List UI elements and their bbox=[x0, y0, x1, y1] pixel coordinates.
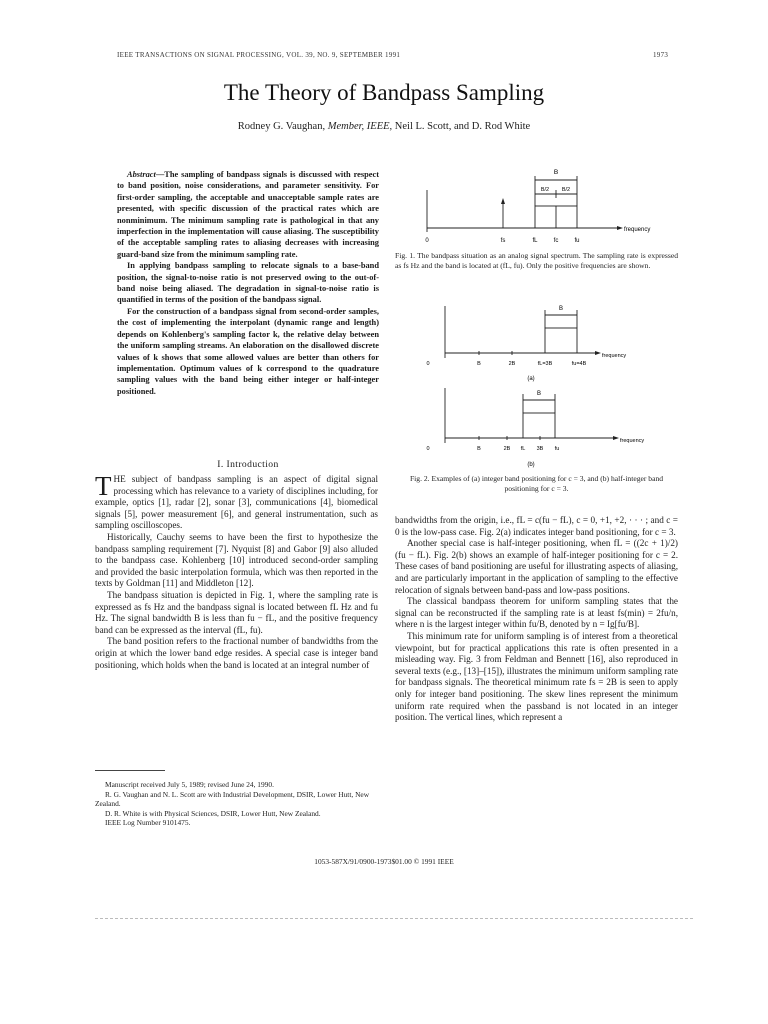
abstract bbox=[117, 169, 379, 397]
fig2b-sublabel: (b) bbox=[527, 462, 535, 468]
author-line bbox=[0, 121, 768, 132]
paper-title: The Theory of Bandpass Sampling bbox=[223, 80, 545, 105]
fig2a-tick-2b: 2B bbox=[508, 361, 516, 367]
right-paragraph-4: This minimum rate for uniform sampling is of interest from a theoretical viewpoint, but for practical applications this rate is often presented in a misleading way. Fig. 3 from Feldman and Bennett [16], also reproduced in several texts (e.g., [13]–[15]), illustrates the minimum uniform sampling rate for bandpass signals. The theoretical minimum rate fs = 2B is seen to apply only for integer band positioning. The skew lines represent the minimum uniform rate required when the passband is not located in an integer position. The vertical lines, which represent a bbox=[395, 630, 678, 723]
intro-paragraph-1: HE subject of bandpass sampling is an aspect of digital signal processing which has relevance to a variety of disciplines including, for example, optics [1], radar [2], sonar [3], communications [4], biomedical signals [5], power measurement [6], and general instrumentation, such as sampling oscilloscopes. bbox=[95, 474, 378, 531]
intro-paragraph-4: The band position refers to the fractional number of bandwidths from the origin at which the lower band edge resides. A special case is integer band positioning, which holds when the band is located at an integral number of bbox=[95, 636, 378, 670]
fig1-tick-fs: fs bbox=[500, 238, 506, 244]
intro-paragraph-3: The bandpass situation is depicted in Fig. 1, where the sampling rate is expressed as fs Hz and the bandpass signal is located between fL Hz and fu Hz. The signal bandwidth B is less than fu − fL, and the positive frequency band can be expressed as the interval (fL, fu). bbox=[95, 589, 378, 635]
author-role-1: Member, IEEE, bbox=[327, 121, 393, 132]
figure-2b-half-integer-positioning bbox=[395, 380, 685, 470]
fig1-tick-fl: fL bbox=[532, 238, 538, 244]
right-paragraph-1: bandwidths from the origin, i.e., fL = c(fu − fL), c = 0, +1, +2, · · · ; and c = 0 is the low-pass case. Fig. 2(a) indicates integer band positioning, for c = 3. bbox=[395, 515, 678, 537]
fig2b-tick-b: B bbox=[477, 446, 481, 452]
fig2b-label-frequency: frequency bbox=[620, 438, 645, 444]
fig2b-tick-zero: 0 bbox=[426, 446, 430, 452]
section-heading-introduction: I. Introduction bbox=[217, 459, 279, 470]
right-column-text bbox=[395, 515, 678, 724]
footnote-rule bbox=[95, 770, 165, 771]
abstract-paragraph-3: For the construction of a bandpass signal from second-order samples, the cost of implementing the interpolant (dynamic range and length) depends on Kohlenberg's sampling factor k, the relative delay between the uniform sampling streams. An elaboration on the disallowed discrete values of k shows that some allowed values are better than others for implementation. Optimum values of k correspond to the quadrature sampling values with the band being either integer or half-integer positioned. bbox=[117, 306, 379, 396]
figure-2a-integer-positioning bbox=[395, 298, 685, 388]
page-number: 1973 bbox=[653, 51, 669, 59]
abstract-lead: Abstract bbox=[127, 170, 156, 179]
fig2a-tick-fu: fu=4B bbox=[571, 361, 587, 367]
fig2a-tick-fl: fL=3B bbox=[537, 361, 553, 367]
figure-1-spectrum bbox=[395, 160, 685, 252]
fig1-label-half-band-2: B/2 bbox=[561, 187, 571, 193]
fig1-label-frequency: frequency bbox=[624, 227, 651, 233]
author-name-1: Rodney G. Vaughan, bbox=[237, 121, 328, 132]
footnote-affiliation-1: R. G. Vaughan and N. L. Scott are with Industrial Development, DSIR, Lower Hutt, New Zealand. bbox=[95, 789, 370, 808]
abstract-paragraph-2: In applying bandpass sampling to relocate signals to a base-band position, the signal-to-noise ratio is not preserved owing to the out-of-band noise being aliased. The degradation in signal-to-noise ratio is quantified in terms of the position of the bandpass signal. bbox=[117, 261, 379, 305]
copyright-line: 1053-587X/91/0900-1973$01.00 © 1991 IEEE bbox=[314, 857, 454, 866]
fig1-tick-fu: fu bbox=[574, 238, 580, 244]
footnote-log-number: IEEE Log Number 9101475. bbox=[105, 818, 191, 827]
right-paragraph-2: Another special case is half-integer positioning, when fL = ((2c + 1)/2)(fu − fL). Fig. 2(b) shows an example of half-integer positioning for c = 2. These cases of band positioning are useful for illustrating aspects of aliasing, and are particularly important in the application of sampling to the effective relocation of signals between band-pass and low-pass positions. bbox=[395, 538, 678, 595]
page-bottom-rule bbox=[95, 918, 693, 920]
intro-paragraph-2: Historically, Cauchy seems to have been the first to hypothesize the bandpass sampling requirement [7]. Nyquist [8] and Gabor [9] also alluded to the bandpass case. Kohlenberg [10] introduced second-order sampling and provided the basic interpolation formula, which was then reported in the texts by Goldman [11] and Middleton [12]. bbox=[95, 531, 378, 589]
fig2a-label-bandwidth: B bbox=[558, 306, 564, 312]
fig2b-label-bandwidth: B bbox=[536, 391, 542, 397]
drop-cap: T bbox=[95, 471, 112, 501]
footnotes bbox=[95, 780, 378, 828]
figure-2-caption: Fig. 2. Examples of (a) integer band positioning for c = 3, and (b) half-integer band positioning for c = 3. bbox=[409, 474, 664, 493]
running-header: IEEE TRANSACTIONS ON SIGNAL PROCESSING, VOL. 39, NO. 9, SEPTEMBER 1991 bbox=[117, 51, 401, 59]
fig2b-tick-fu: fu bbox=[554, 446, 560, 452]
footnote-affiliation-2: D. R. White is with Physical Sciences, DSIR, Lower Hutt, New Zealand. bbox=[105, 808, 321, 818]
fig2a-tick-b: B bbox=[477, 361, 481, 367]
fig2b-tick-2b: 2B bbox=[503, 446, 511, 452]
right-paragraph-3: The classical bandpass theorem for uniform sampling states that the signal can be reconstructed if the sampling rate is at least fs(min) = 2fu/n, where n is the largest integer within fu/B, denoted by n = Ig[fu/B]. bbox=[395, 596, 678, 630]
fig1-tick-fc: fc bbox=[553, 238, 559, 244]
abstract-paragraph-1: —The sampling of bandpass signals is discussed with respect to band position, noise considerations, and parameter sensitivity. For first-order sampling, the acceptable and unacceptable sample rates are presented, with specific discussion of the practical rates which are nonminimum. The minimum sampling rate is pathological in that any imperfection in the implementation will cause aliasing. The susceptibility of the acceptable sampling rates to aliasing decreases with increasing guard-band size from the minimum sampling rate. bbox=[117, 170, 379, 259]
figure-1-caption: Fig. 1. The bandpass situation as an analog signal spectrum. The sampling rate is expressed as fs Hz and the band is located at (fL, fu). Only the positive frequencies are shown. bbox=[395, 251, 678, 270]
fig2a-tick-zero: 0 bbox=[426, 361, 430, 367]
introduction-text bbox=[95, 471, 378, 671]
fig2a-sublabel: (a) bbox=[527, 376, 535, 382]
fig2b-tick-3b: 3B bbox=[536, 446, 544, 452]
fig1-label-bandwidth: B bbox=[553, 169, 559, 176]
fig2a-label-frequency: frequency bbox=[602, 353, 627, 359]
fig2b-tick-fl: fL bbox=[520, 446, 526, 452]
fig1-tick-zero: 0 bbox=[425, 238, 429, 244]
author-rest: Neil L. Scott, and D. Rod White bbox=[392, 121, 531, 132]
fig1-label-half-band-1: B/2 bbox=[540, 187, 550, 193]
footnote-received: Manuscript received July 5, 1989; revised June 24, 1990. bbox=[105, 780, 274, 789]
